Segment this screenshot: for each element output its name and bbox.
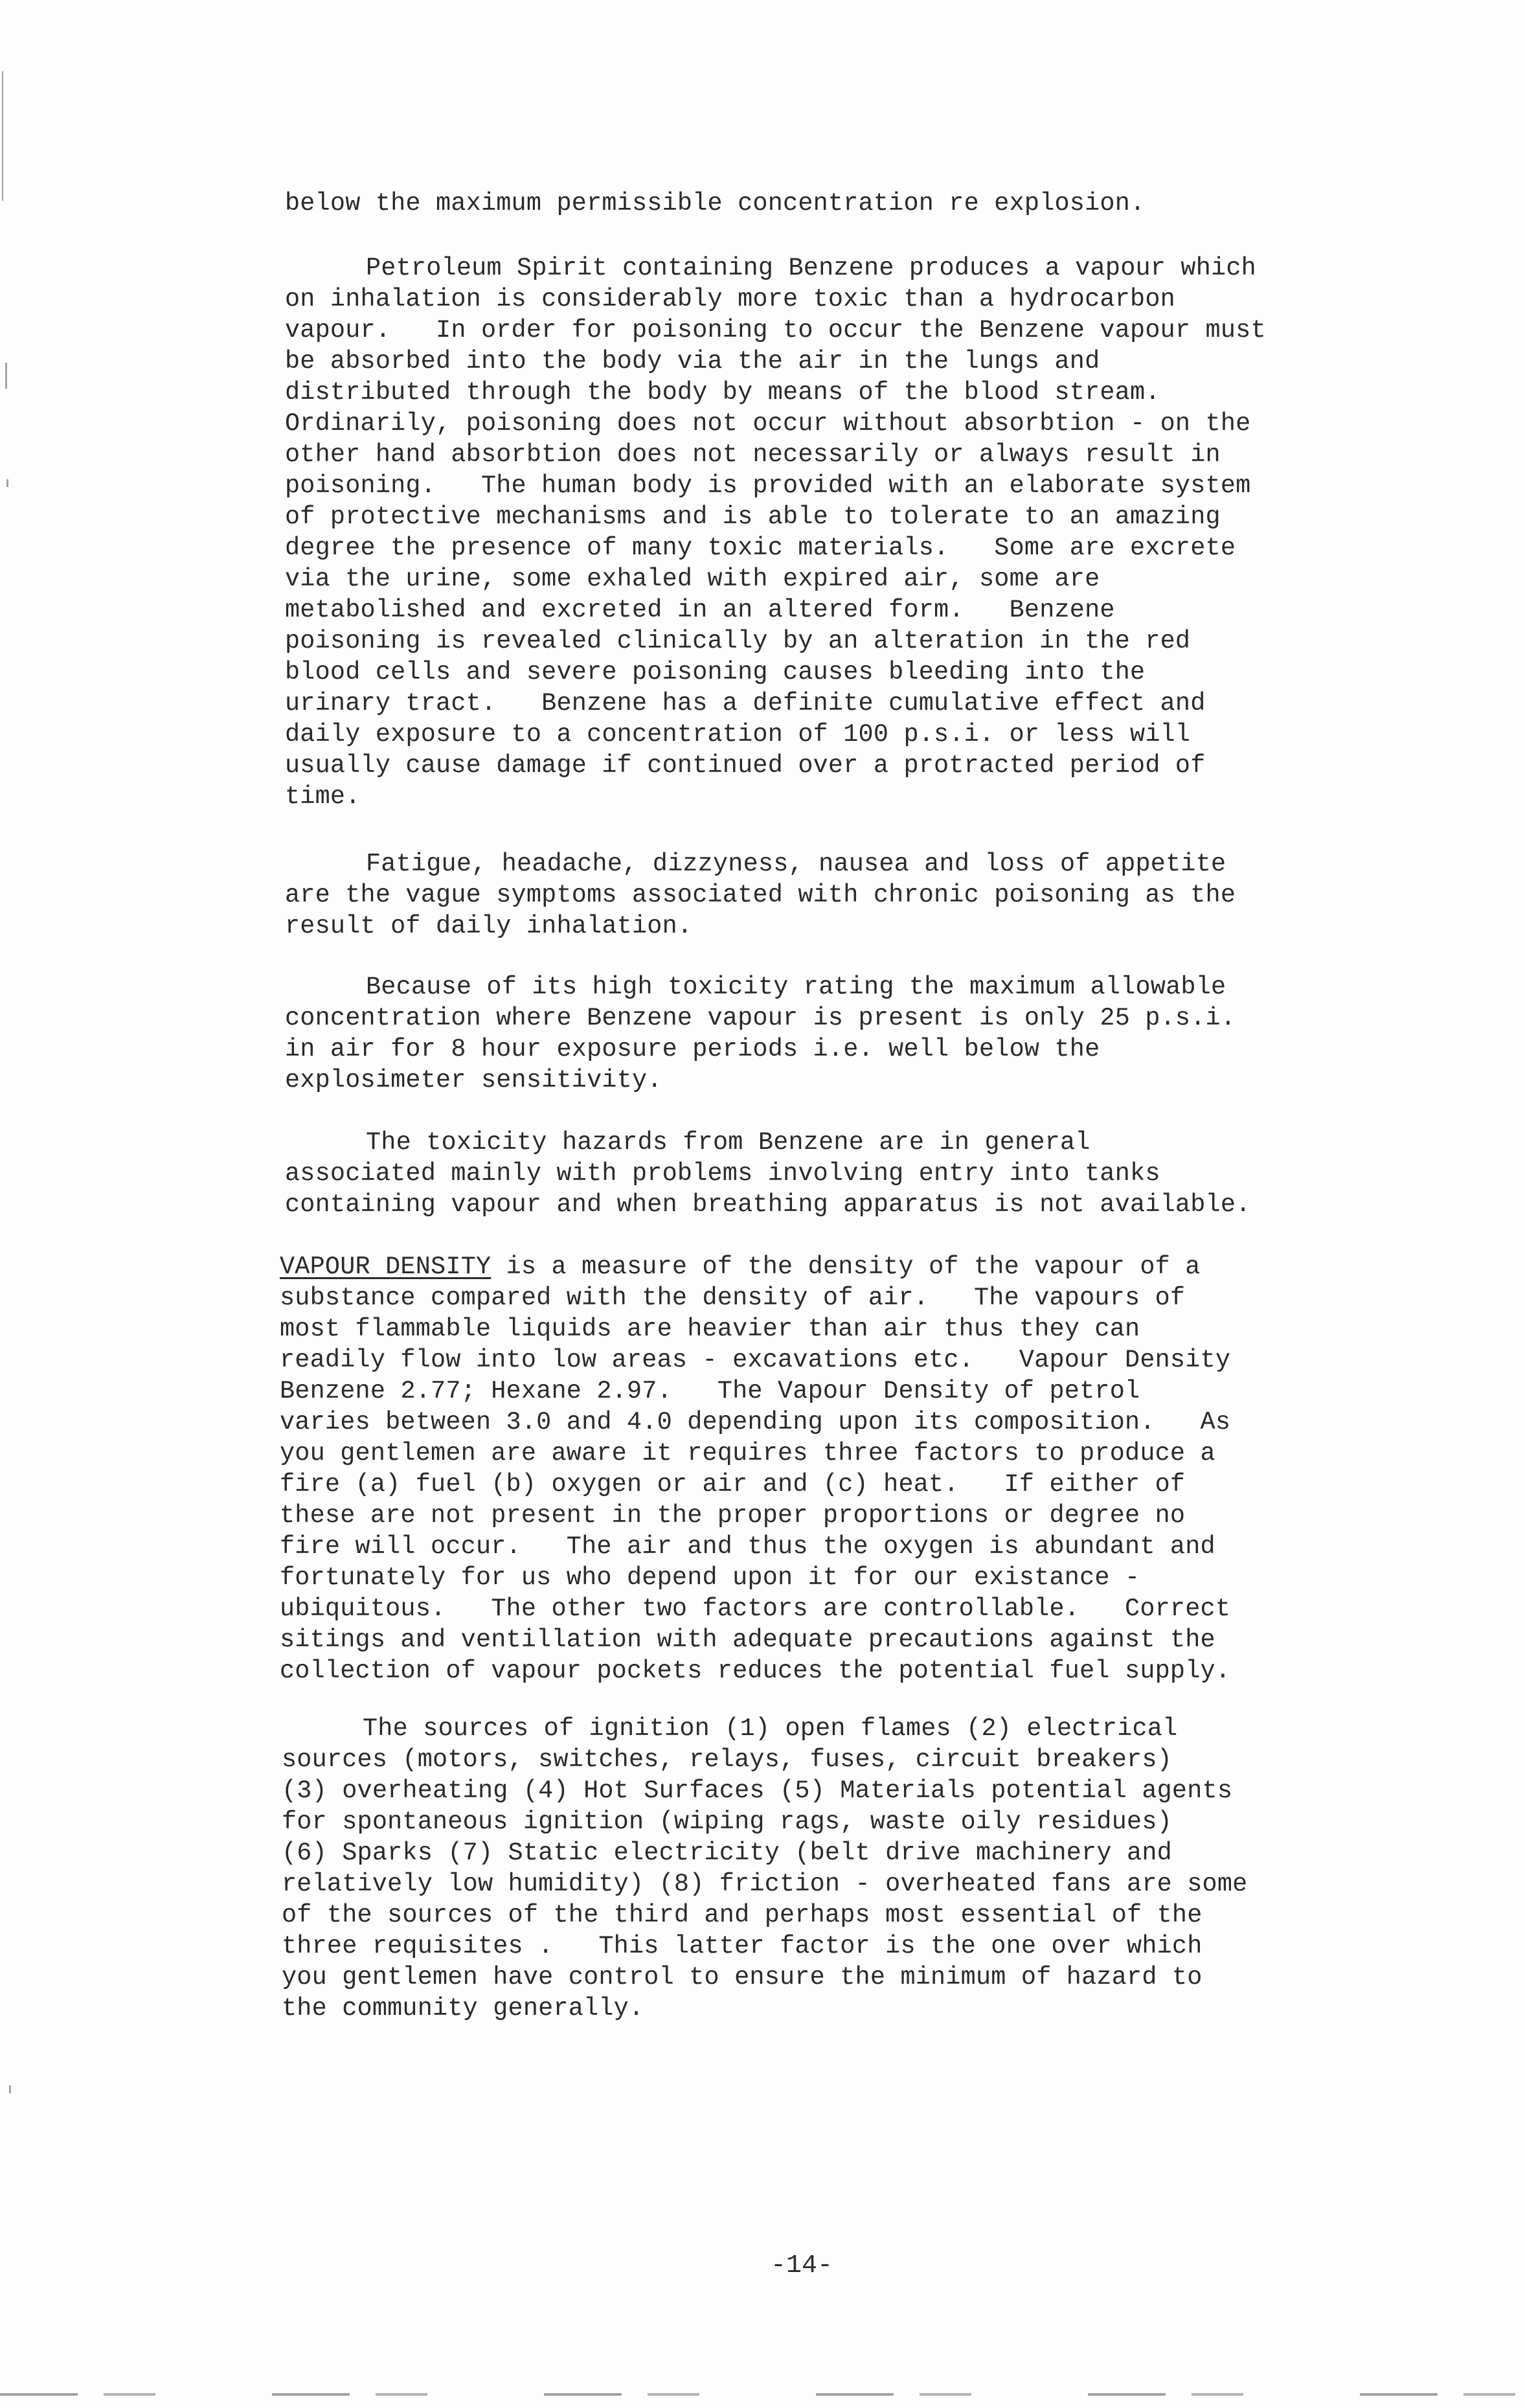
text-line: these are not present in the proper proportions or degree no: [280, 1501, 1186, 1530]
scan-bottom-edge: [0, 2393, 1525, 2396]
text-line: in air for 8 hour exposure periods i.e. well below the: [285, 1035, 1100, 1063]
text-line: you gentlemen are aware it requires three factors to produce a: [280, 1439, 1215, 1468]
text-line: for spontaneous ignition (wiping rags, waste oily residues): [282, 1808, 1172, 1836]
scan-edge-mark: [9, 2085, 11, 2093]
text-line: time.: [285, 782, 361, 811]
text-line: associated mainly with problems involving entry into tanks: [285, 1159, 1160, 1188]
text-line: The sources of ignition (1) open flames (2) electrical: [363, 1714, 1178, 1743]
text-run: is a measure of the density of the vapour of a: [491, 1253, 1201, 1281]
paragraph-symptoms: [285, 848, 1373, 942]
page-number: -14-: [771, 2251, 833, 2280]
text-line: fire (a) fuel (b) oxygen or air and (c) heat. If either of: [280, 1470, 1186, 1499]
text-line: (6) Sparks (7) Static electricity (belt drive machinery and: [282, 1839, 1172, 1867]
text-line: three requisites . This latter factor is the one over which: [282, 1932, 1203, 1960]
text-line: sources (motors, switches, relays, fuses, circuit breakers): [282, 1745, 1172, 1774]
text-line: metabolished and excreted in an altered form. Benzene: [285, 596, 1115, 624]
text-line: degree the presence of many toxic materials. Some are excrete: [285, 534, 1236, 562]
text-line: relatively low humidity) (8) friction - overheated fans are some: [282, 1870, 1248, 1898]
text-line: you gentlemen have control to ensure the minimum of hazard to: [282, 1963, 1203, 1992]
text-line: via the urine, some exhaled with expired air, some are: [285, 565, 1100, 593]
text-line: most flammable liquids are heavier than air thus they can: [280, 1315, 1140, 1343]
text-line: [280, 1251, 1368, 1282]
text-line: poisoning. The human body is provided with an elaborate system: [285, 471, 1251, 500]
text-line: of the sources of the third and perhaps most essential of the: [282, 1901, 1203, 1929]
text-line: sitings and ventillation with adequate precautions against the: [280, 1626, 1215, 1654]
text-line: on inhalation is considerably more toxic than a hydrocarbon: [285, 285, 1175, 313]
text-line: distributed through the body by means of the blood stream.: [285, 378, 1160, 407]
text-line: Benzene 2.77; Hexane 2.97. The Vapour Density of petrol: [280, 1377, 1140, 1405]
paragraph-toxicity-hazards: [285, 1127, 1373, 1220]
text-line: blood cells and severe poisoning causes bleeding into the: [285, 658, 1146, 687]
text-line: Petroleum Spirit containing Benzene produces a vapour which: [366, 254, 1256, 282]
text-line: collection of vapour pockets reduces the potential fuel supply.: [280, 1657, 1231, 1685]
scan-edge-mark: [2, 71, 3, 201]
text-line: Fatigue, headache, dizzyness, nausea and loss of appetite: [366, 850, 1226, 878]
text-line: ubiquitous. The other two factors are controllable. Correct: [280, 1595, 1231, 1623]
text-line: other hand absorbtion does not necessarily or always result in: [285, 440, 1221, 469]
text-line: fortunately for us who depend upon it for our existance -: [280, 1563, 1140, 1592]
text-line: explosimeter sensitivity.: [285, 1066, 662, 1095]
paragraph-allowable-concentration: [285, 971, 1373, 1096]
text-line: vapour. In order for poisoning to occur the Benzene vapour must: [285, 316, 1266, 345]
section-heading: VAPOUR DENSITY: [280, 1253, 491, 1281]
text-line: usually cause damage if continued over a protracted period of: [285, 751, 1206, 780]
text-line: daily exposure to a concentration of 100 p.s.i. or less will: [285, 720, 1191, 749]
text-line: the community generally.: [282, 1994, 644, 2023]
text-line: Because of its high toxicity rating the maximum allowable: [366, 973, 1226, 1001]
scan-edge-mark: [5, 363, 7, 389]
text-line: The toxicity hazards from Benzene are in general: [366, 1128, 1090, 1157]
text-line: readily flow into low areas - excavations etc. Vapour Density: [280, 1346, 1231, 1374]
text-line: urinary tract. Benzene has a definite cumulative effect and: [285, 689, 1206, 718]
text-line: below the maximum permissible concentration re explosion.: [285, 189, 1146, 218]
text-line: poisoning is revealed clinically by an alteration in the red: [285, 627, 1191, 655]
text-line: fire will occur. The air and thus the oxygen is abundant and: [280, 1532, 1215, 1561]
text-line: containing vapour and when breathing apparatus is not available.: [285, 1190, 1251, 1219]
paragraph-benzene-toxicity: [285, 253, 1373, 812]
text-line: (3) overheating (4) Hot Surfaces (5) Materials potential agents: [282, 1777, 1233, 1805]
text-line: of protective mechanisms and is able to tolerate to an amazing: [285, 503, 1221, 531]
text-line: concentration where Benzene vapour is present is only 25 p.s.i.: [285, 1004, 1236, 1032]
paragraph-ignition-sources: [282, 1713, 1370, 2024]
scan-edge-mark: [6, 479, 8, 487]
text-line: are the vague symptoms associated with chronic poisoning as the: [285, 881, 1236, 909]
text-line: be absorbed into the body via the air in the lungs and: [285, 347, 1100, 376]
text-line: Ordinarily, poisoning does not occur without absorbtion - on the: [285, 409, 1251, 438]
text-line: result of daily inhalation.: [285, 912, 693, 940]
paragraph-continuation: [285, 188, 1373, 219]
paragraph-vapour-density: [280, 1251, 1368, 1687]
text-line: substance compared with the density of air. The vapours of: [280, 1284, 1186, 1312]
text-line: varies between 3.0 and 4.0 depending upon its composition. As: [280, 1408, 1231, 1437]
